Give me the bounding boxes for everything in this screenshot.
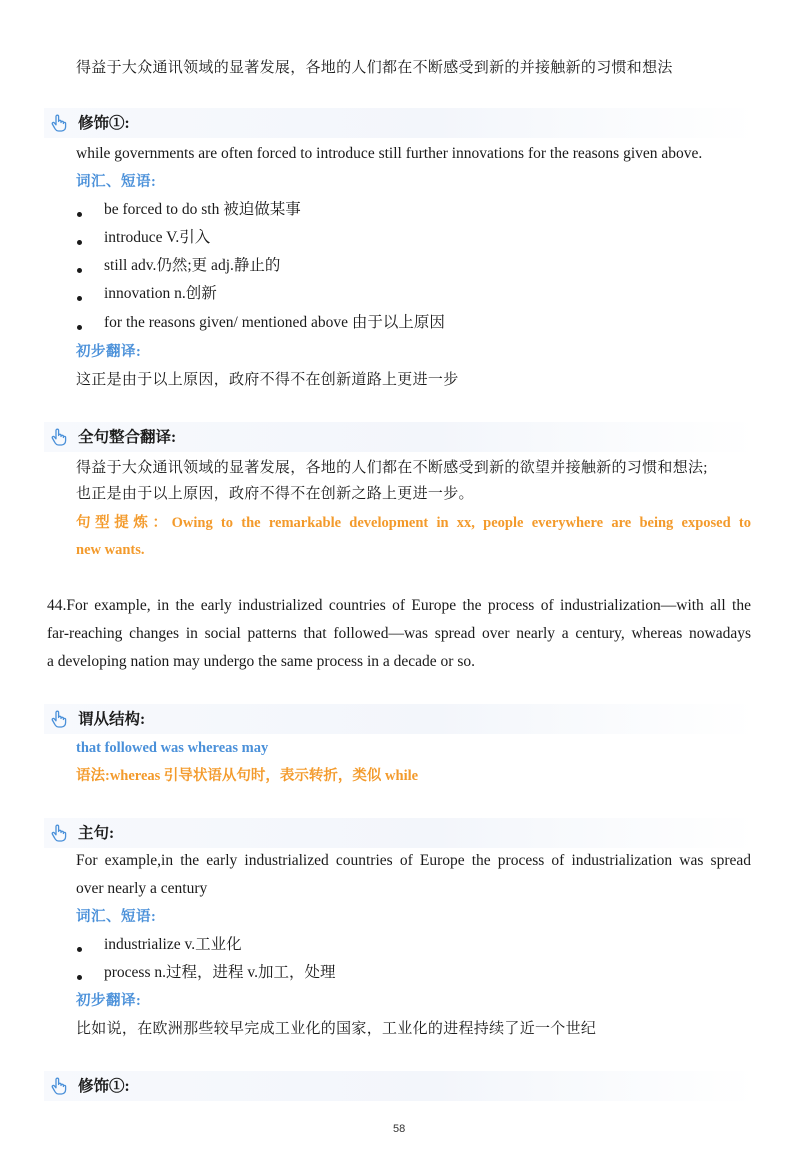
bullet-dot (77, 212, 82, 217)
vocab-item: be forced to do sth 被迫做某事 (104, 201, 301, 218)
main-clause-line-2: over nearly a century (76, 880, 208, 897)
main-clause-line-1: For example,in the early industrialized countries of Europe the process of industrialization was spread (76, 852, 751, 869)
section-header-band (44, 704, 756, 734)
sentence-pattern-line-1: 句型提炼：Owing to the remarkable development in xx, people everywhere are being exposed to (76, 515, 751, 531)
bullet-dot (77, 240, 82, 245)
bullet-dot (77, 325, 82, 330)
vocab-item: innovation n.创新 (104, 285, 217, 302)
top-translation-line: 得益于大众通讯领域的显著发展，各地的人们都在不断感受到新的并接触新的习惯和想法 (76, 60, 673, 76)
paragraph-44-line-2: far-reaching changes in social patterns that followed—was spread over nearly a century, whereas nowadays (47, 625, 751, 642)
prelim-translation-text: 这正是由于以上原因，政府不得不在创新道路上更进一步 (76, 372, 459, 388)
pointing-hand-icon (50, 824, 67, 842)
paragraph-44-line-1: 44.For example, in the early industrialized countries of Europe the process of industrialization—with all the (47, 597, 751, 614)
vocab-item: process n.过程，进程 v.加工，处理 (104, 964, 336, 981)
bullet-dot (77, 947, 82, 952)
section-header-band (44, 1071, 756, 1101)
section-heading-full-translation: 全句整合翻译: (78, 429, 177, 446)
section-heading-modifier-1: 修饰①: (78, 1078, 130, 1095)
pointing-hand-icon (50, 1077, 67, 1095)
vocab-label: 词汇、短语: (76, 909, 157, 925)
vocab-item: for the reasons given/ mentioned above 由于以上原因 (104, 314, 445, 331)
full-translation-line-2: 也正是由于以上原因，政府不得不在创新之路上更进一步。 (76, 486, 474, 502)
section-heading-modifier-1: 修饰①: (78, 115, 130, 132)
prelim-translation-text: 比如说，在欧洲那些较早完成工业化的国家，工业化的进程持续了近一个世纪 (76, 1021, 597, 1037)
bullet-dot (77, 268, 82, 273)
sentence-pattern-line-2: new wants. (76, 542, 145, 558)
vocab-label: 词汇、短语: (76, 174, 157, 190)
pointing-hand-icon (50, 710, 67, 728)
vocab-item: industrialize v.工业化 (104, 936, 242, 953)
structure-keywords: that followed was whereas may (76, 740, 269, 756)
prelim-translation-label: 初步翻译: (76, 993, 142, 1009)
modifier-sentence: while governments are often forced to introduce still further innovations for the reasons given above. (76, 145, 703, 162)
section-heading-main-clause: 主句: (78, 825, 115, 842)
vocab-item: still adv.仍然;更 adj.静止的 (104, 257, 281, 274)
section-heading-predicate-structure: 谓从结构: (78, 711, 146, 728)
grammar-note: 语法:whereas 引导状语从句时，表示转折，类似 while (76, 768, 419, 784)
paragraph-44-line-3: a developing nation may undergo the same process in a decade or so. (47, 653, 475, 670)
bullet-dot (77, 296, 82, 301)
page-number: 58 (393, 1123, 406, 1135)
full-translation-line-1: 得益于大众通讯领域的显著发展，各地的人们都在不断感受到新的欲望并接触新的习惯和想法; (76, 460, 708, 476)
prelim-translation-label: 初步翻译: (76, 344, 142, 360)
pointing-hand-icon (50, 114, 67, 132)
vocab-item: introduce V.引入 (104, 229, 211, 246)
pointing-hand-icon (50, 428, 67, 446)
bullet-dot (77, 975, 82, 980)
section-header-band (44, 108, 756, 138)
section-header-band (44, 818, 756, 848)
